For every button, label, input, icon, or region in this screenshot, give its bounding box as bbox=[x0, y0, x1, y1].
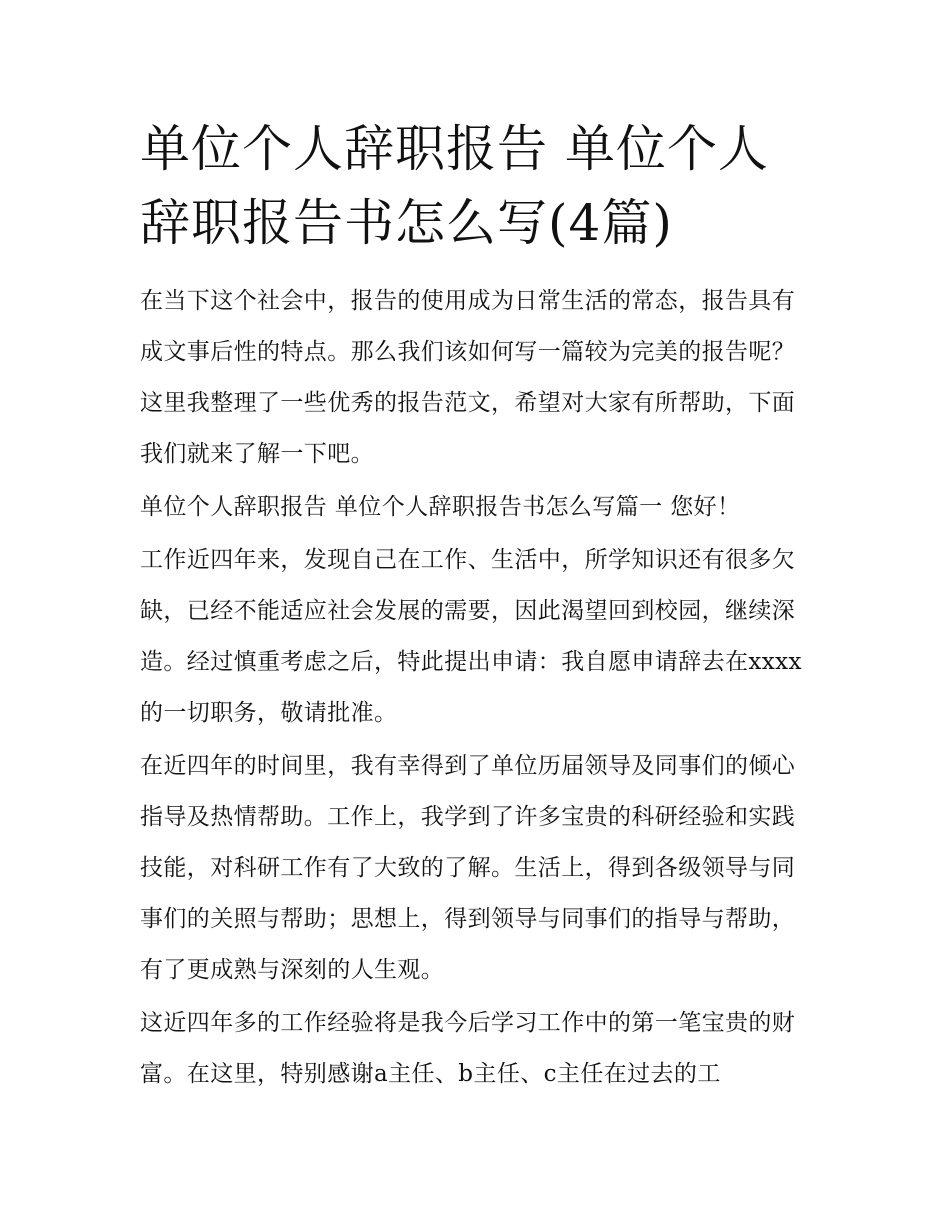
body-paragraph: 这近四年多的工作经验将是我今后学习工作中的第一笔宝贵的财富。在这里，特别感谢a主任、b主任、c主任在过去的工 bbox=[140, 1010, 796, 1087]
body-paragraph: 在近四年的时间里，我有幸得到了单位历届领导及同事们的倾心指导及热情帮助。工作上，我学到了许多宝贵的科研经验和实践技能，对科研工作有了大致的了解。生活上，得到各级领导与同事们的关照与帮助；思想上，得到领导与同事们的指导与帮助，有了更成熟与深刻的人生观。 bbox=[140, 753, 796, 983]
intro-paragraph: 在当下这个社会中，报告的使用成为日常生活的常态，报告具有成文事后性的特点。那么我们该如何写一篇较为完美的报告呢？这里我整理了一些优秀的报告范文，希望对大家有所帮助，下面我们就来了解一下吧。 bbox=[140, 288, 796, 467]
document-title: 单位个人辞职报告 单位个人辞职报告书怎么写(4篇) bbox=[140, 120, 769, 252]
body-paragraph: 工作近四年来，发现自己在工作、生活中，所学知识还有很多欠缺，已经不能适应社会发展的需要，因此渴望回到校园，继续深造。经过慎重考虑之后，特此提出申请：我自愿申请辞去在xxxx的一切职务，敬请批准。 bbox=[140, 547, 802, 726]
section-heading-paragraph: 单位个人辞职报告 单位个人辞职报告书怎么写篇一 您好！ bbox=[140, 494, 741, 520]
document-body bbox=[140, 112, 812, 1102]
